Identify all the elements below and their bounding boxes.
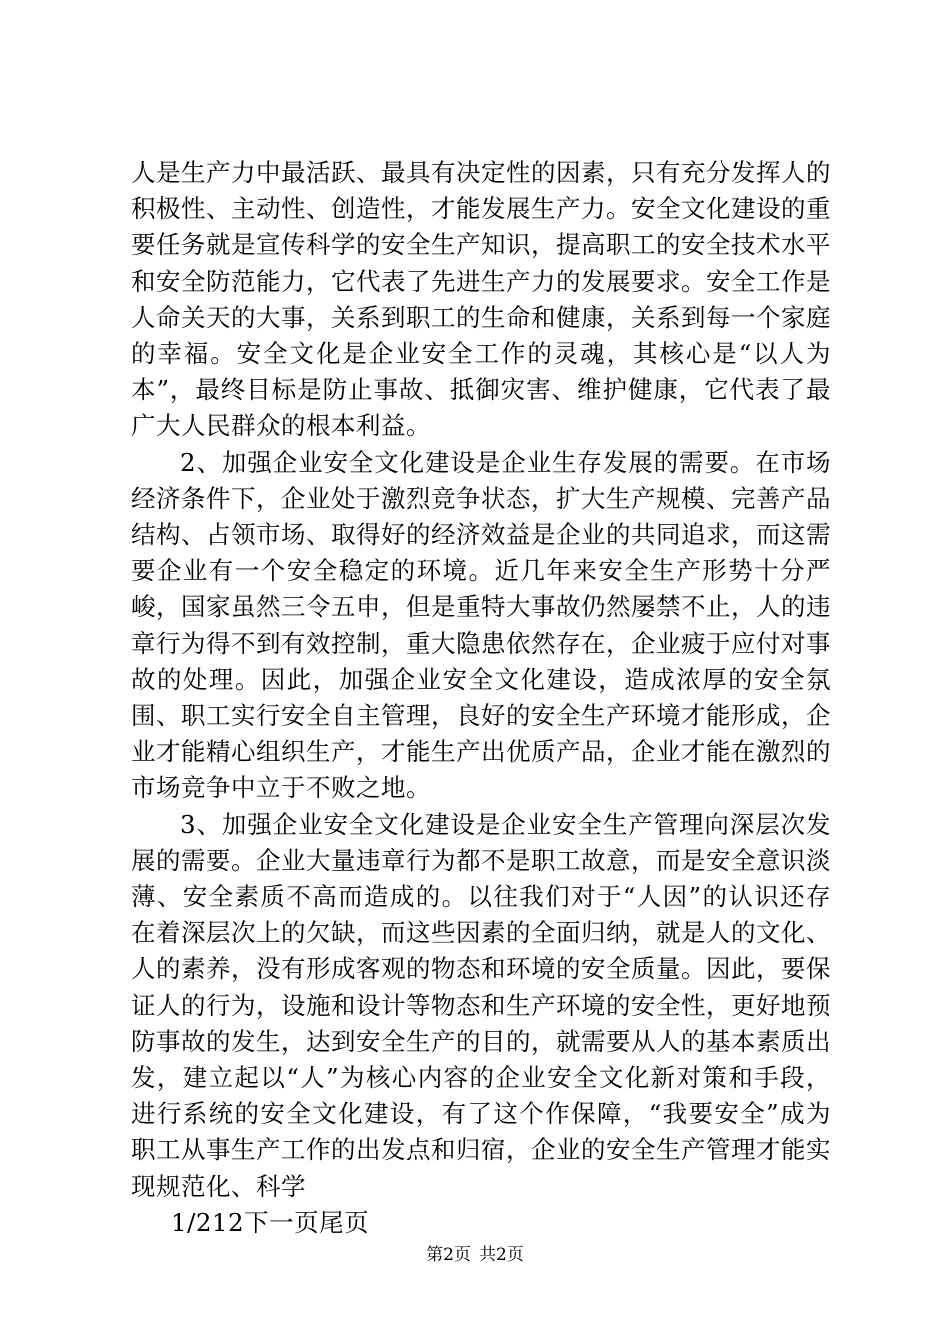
document-body — [131, 155, 831, 1241]
footer-page-number: 第2页 — [426, 1245, 471, 1265]
last-page-link[interactable]: 尾页 — [319, 1207, 370, 1237]
page-count: 1/212 — [171, 1207, 245, 1237]
paragraph-1: 人是生产力中最活跃、最具有决定性的因素，只有充分发挥人的积极性、主动性、创造性，才能发展生产力。安全文化建设的重要任务就是宣传科学的安全生产知识，提高职工的安全技术水平和安全防范能力，它代表了先进生产力的发展要求。安全工作是人命关天的大事，关系到职工的生命和健康，关系到每一个家庭的幸福。安全文化是企业安全工作的灵魂，其核心是“以人为本”，最终目标是防止事故、抵御灾害、维护健康，它代表了最广大人民群众的根本利益。 — [131, 158, 831, 441]
paragraph-3: 3、加强企业安全文化建设是企业安全生产管理向深层次发展的需要。企业大量违章行为都不是职工故意，而是安全意识淡薄、安全素质不高而造成的。以往我们对于“人因”的认识还存在着深层次上的欠缺，而这些因素的全面归纳，就是人的文化、人的素养，没有形成客观的物态和环境的安全质量。因此，要保证人的行为，设施和设计等物态和生产环境的安全性，更好地预防事故的发生，达到安全生产的目的，就需要从人的基本素质出发，建立起以“人”为核心内容的企业安全文化新对策和手段，进行系统的安全文化建设，有了这个作保障，“我要安全”成为职工从事生产工作的出发点和归宿，企业的安全生产管理才能实现规范化、科学 — [131, 809, 831, 1201]
next-page-link[interactable]: 下一页 — [244, 1207, 320, 1237]
pagination — [131, 1205, 831, 1241]
page-footer — [0, 1244, 950, 1266]
footer-total-pages: 共2页 — [479, 1245, 524, 1265]
paragraph-2: 2、加强企业安全文化建设是企业生存发展的需要。在市场经济条件下，企业处于激烈竞争状态，扩大生产规模、完善产品结构、占领市场、取得好的经济效益是企业的共同追求，而这需要企业有一个安全稳定的环境。近几年来安全生产形势十分严峻，国家虽然三令五申，但是重特大事故仍然屡禁不止，人的违章行为得不到有效控制，重大隐患依然存在，企业疲于应付对事故的处理。因此，加强企业安全文化建设，造成浓厚的安全氛围、职工实行安全自主管理，良好的安全生产环境才能形成，企业才能精心组织生产，才能生产出优质产品，企业才能在激烈的市场竞争中立于不败之地。 — [131, 447, 831, 803]
